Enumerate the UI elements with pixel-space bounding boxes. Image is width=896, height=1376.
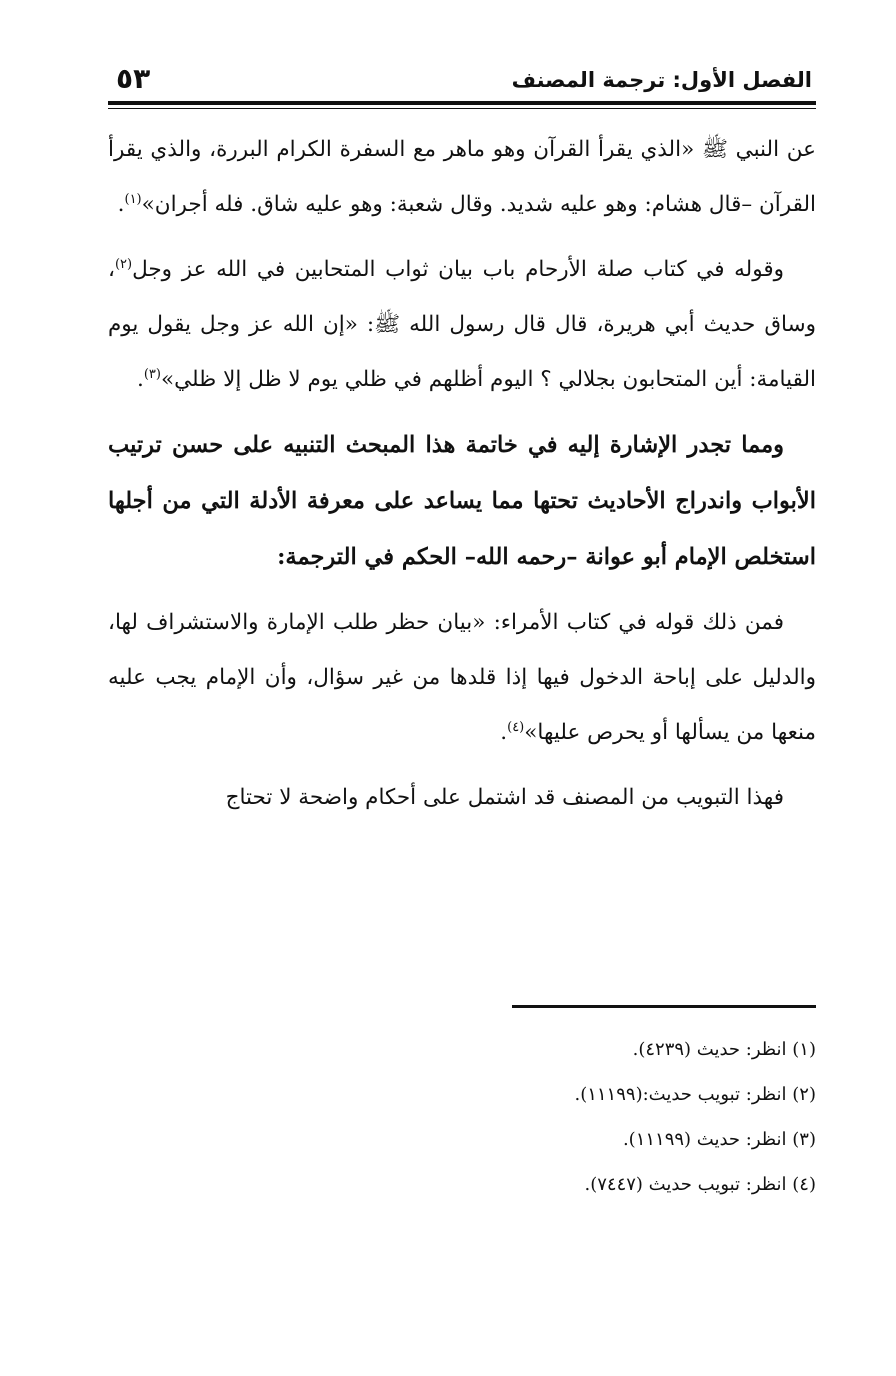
paragraph-2-tail: . <box>137 367 144 392</box>
footnote-4: (٤) انظر: تبويب حديث (٧٤٤٧). <box>584 1174 816 1195</box>
main-text <box>108 122 816 825</box>
paragraph-4 <box>108 595 816 760</box>
chapter-title: الفصل الأول: ترجمة المصنف <box>511 68 812 92</box>
paragraph-5 <box>108 770 816 825</box>
footnote-ref-4: (٤) <box>507 719 525 735</box>
footnote-2: (٢) انظر: تبويب حديث:(١١١٩٩). <box>574 1084 816 1105</box>
paragraph-1-text: عن النبي ﷺ «الذي يقرأ القرآن وهو ماهر مع السفرة الكرام البررة، والذي يقرأ القرآن –قال هشام: وهو عليه شديد. وقال شعبة: وهو عليه شاق. فله أجران» <box>108 137 816 217</box>
footnote-ref-1: (١) <box>124 191 142 207</box>
paragraph-1-tail: . <box>117 192 125 217</box>
header-rule-thin <box>108 108 816 109</box>
footnote-ref-3: (٣) <box>143 366 161 382</box>
paragraph-1 <box>108 122 816 232</box>
paragraph-4-tail: . <box>500 720 508 745</box>
paragraph-2-text: وقوله في كتاب صلة الأرحام باب بيان ثواب المتحابين في الله عز وجل <box>132 257 784 282</box>
footnote-3: (٣) انظر: حديث (١١١٩٩). <box>622 1129 816 1150</box>
paragraph-5-text: فهذا التبويب من المصنف قد اشتمل على أحكام واضحة لا تحتاج <box>225 785 784 810</box>
paragraph-4-text: فمن ذلك قوله في كتاب الأمراء: «بيان حظر طلب الإمارة والاستشراف لها، والدليل على إباحة الدخول فيها إذا قلدها من غير سؤال، وأن الإمام يجب عليه منعها من يسألها أو يحرص عليها» <box>108 610 816 745</box>
footnotes <box>200 1030 816 1210</box>
footnote-1: (١) انظر: حديث (٤٢٣٩). <box>632 1039 816 1060</box>
footnote-ref-2: (٢) <box>114 256 133 272</box>
paragraph-2-middle: ، وساق حديث أبي هريرة، قال قال رسول الله ﷺ: «إن الله عز وجل يقول يوم القيامة: أين المتحابون بجلالي ؟ اليوم أظلهم في ظلي يوم لا ظل إلا ظلي» <box>108 257 816 392</box>
running-header <box>108 62 816 102</box>
page-number: ٥٣ <box>116 62 151 95</box>
header-rule-thick <box>108 101 816 105</box>
paragraph-2 <box>108 242 816 407</box>
paragraph-3 <box>108 417 816 585</box>
paragraph-3-text: ومما تجدر الإشارة إليه في خاتمة هذا المبحث التنبيه على حسن ترتيب الأبواب واندراج الأحاديث تحتها مما يساعد على معرفة الأدلة التي من أجلها استخلص الإمام أبو عوانة –رحمه الله– الحكم في الترجمة: <box>108 432 816 570</box>
footnote-separator <box>512 1005 816 1008</box>
